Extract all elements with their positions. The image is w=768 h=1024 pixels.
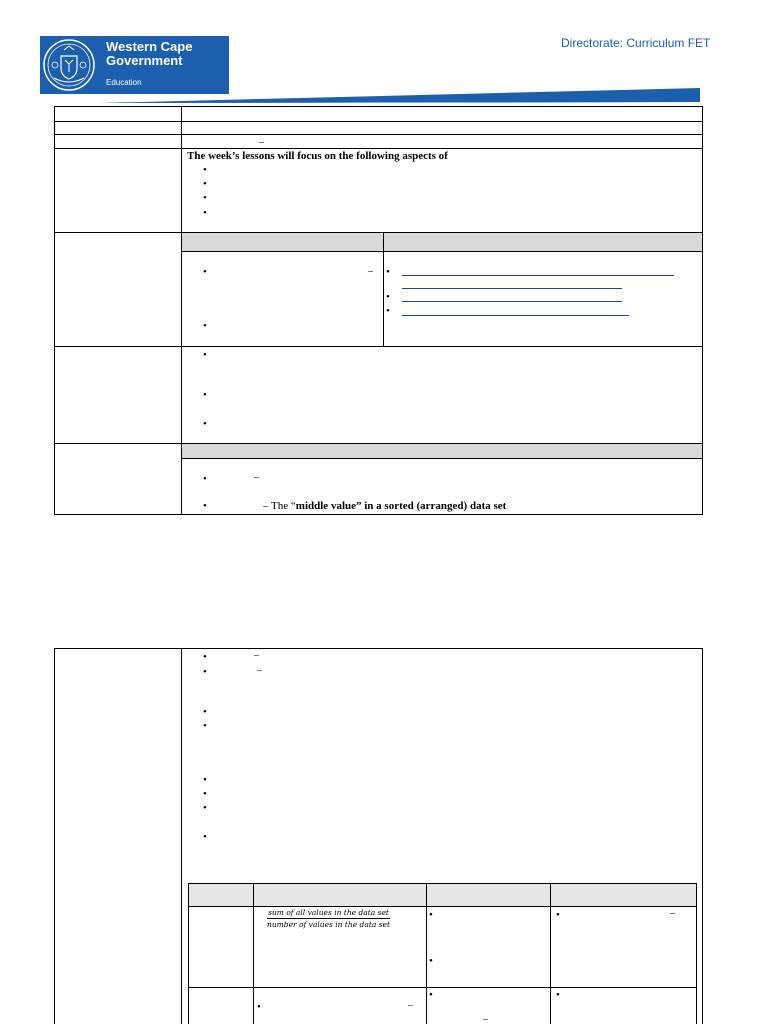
mean-formula-numerator: sum of all values in the data set xyxy=(268,908,389,917)
resource-link[interactable] xyxy=(402,315,629,316)
logo-subtitle: Education xyxy=(106,78,142,87)
resources-header-band xyxy=(182,233,702,251)
bullet-icon: • xyxy=(203,788,207,800)
header-swoosh xyxy=(100,86,700,104)
logo-title-line2: Government xyxy=(106,53,183,68)
bullet-icon: • xyxy=(203,164,207,176)
bullet-icon: • xyxy=(203,831,207,843)
bullet-icon: • xyxy=(556,989,560,1001)
logo-title-line1: Western Cape xyxy=(106,39,193,54)
dash-mark: – xyxy=(257,665,262,676)
dash-mark: – xyxy=(254,650,259,661)
lesson-plan-table xyxy=(54,106,703,515)
bullet-icon: • xyxy=(203,178,207,190)
bullet-icon: • xyxy=(203,651,207,663)
measures-header-band xyxy=(189,884,696,906)
bullet-icon: • xyxy=(203,720,207,732)
bullet-icon: • xyxy=(203,473,207,485)
median-definition-prefix: – The “ xyxy=(263,500,296,512)
dash-mark: – xyxy=(254,472,259,483)
bullet-icon: • xyxy=(203,774,207,786)
dash-mark: – xyxy=(483,1014,488,1024)
bullet-icon: • xyxy=(203,207,207,219)
bullet-icon: • xyxy=(203,802,207,814)
directorate-label: Directorate: Curriculum FET xyxy=(561,36,711,50)
bullet-icon: • xyxy=(203,666,207,678)
median-definition xyxy=(263,500,506,512)
focus-heading: The week’s lessons will focus on the following aspects of xyxy=(187,150,448,162)
bullet-icon: • xyxy=(429,989,433,1001)
dash-mark: – xyxy=(368,266,373,277)
median-definition-bold: middle value” in a sorted (arranged) data set xyxy=(295,500,507,512)
bullet-icon: • xyxy=(203,192,207,204)
bullet-icon: • xyxy=(203,418,207,430)
resource-link[interactable] xyxy=(402,288,622,289)
bullet-icon: • xyxy=(203,389,207,401)
bullet-icon: • xyxy=(203,500,207,512)
bullet-icon: • xyxy=(429,955,433,967)
bullet-icon: • xyxy=(203,706,207,718)
bullet-icon: • xyxy=(556,909,560,921)
bullet-icon: • xyxy=(386,305,390,317)
bullet-icon: • xyxy=(203,266,207,278)
measures-table xyxy=(188,883,697,1024)
dash-mark: – xyxy=(408,1000,413,1011)
bullet-icon: • xyxy=(386,291,390,303)
resource-link[interactable] xyxy=(402,275,674,276)
dash-mark: – xyxy=(259,137,264,148)
bullet-icon: • xyxy=(386,266,390,278)
dash-mark: – xyxy=(670,908,675,919)
bullet-icon: • xyxy=(257,1001,261,1013)
resource-link[interactable] xyxy=(402,301,622,302)
bullet-icon: • xyxy=(203,349,207,361)
mean-formula xyxy=(267,908,390,929)
coat-of-arms-icon xyxy=(42,38,96,92)
mean-formula-denominator: number of values in the data set xyxy=(267,920,390,929)
bullet-icon: • xyxy=(429,909,433,921)
definitions-header-band xyxy=(182,444,702,458)
bullet-icon: • xyxy=(203,320,207,332)
